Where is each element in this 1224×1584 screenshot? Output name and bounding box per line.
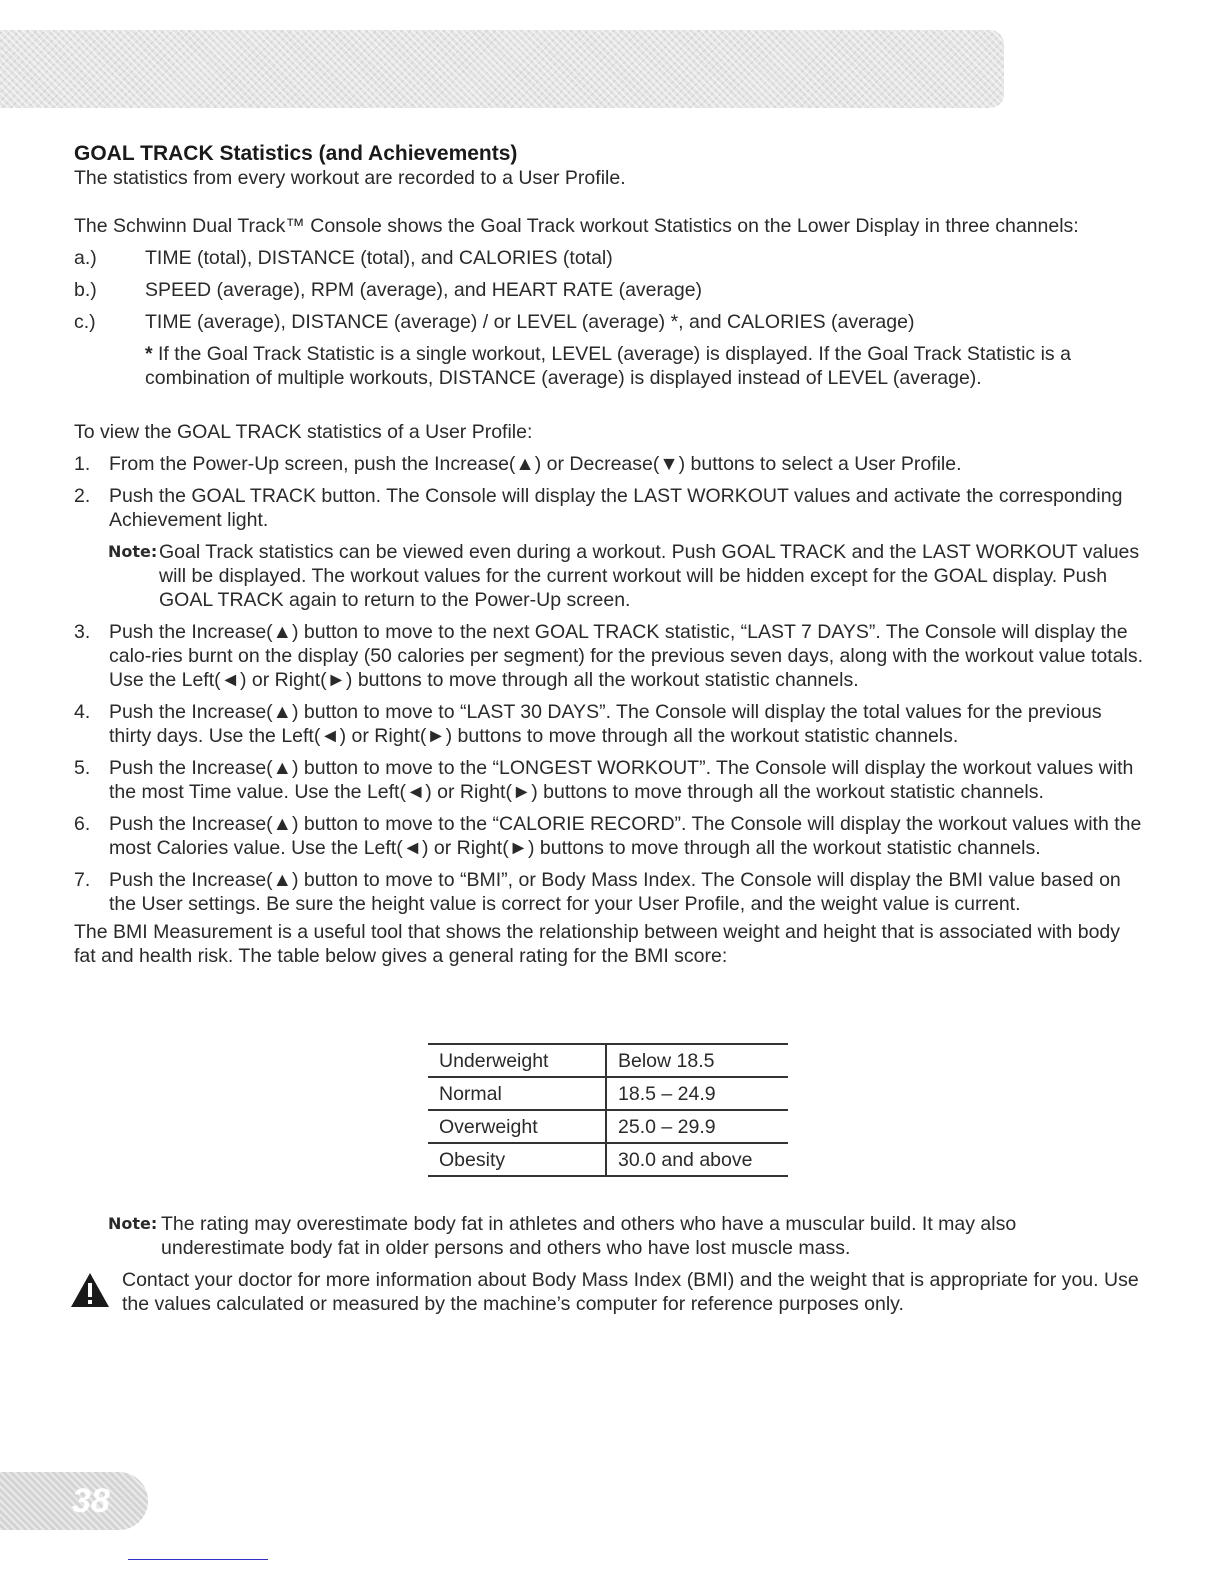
page-number: 38 [72, 1482, 110, 1520]
note-text: Goal Track statistics can be viewed even during a workout. Push GOAL TRACK and the LAST WORKOUT values will be displayed. The workout values for the current workout will be hidden except for the GOAL display. Push GOAL TRACK again to return to the Power-Up screen. [159, 541, 1140, 611]
footer-rule [128, 1559, 268, 1560]
step-item [74, 700, 1144, 748]
section-title: GOAL TRACK Statistics (and Achievements) [74, 142, 518, 165]
bmi-score: 30.0 and above [606, 1143, 788, 1176]
step-text: Push the Increase(▲) button to move to the next GOAL TRACK statistic, “LAST 7 DAYS”. The Console will display the calo-ries burnt on the display (50 calories per segment) for the previous seven days, along with the workout value totals. Use the Left(◄) or Right(►) buttons to move through all the workout statistic channels. [109, 621, 1144, 691]
step-number: 1. [74, 453, 91, 475]
step-text: Push the GOAL TRACK button. The Console will display the LAST WORKOUT values and activate the corresponding Achievement light. [109, 485, 1123, 531]
bmi-score: 25.0 – 29.9 [606, 1110, 788, 1143]
channel-item [74, 278, 1144, 302]
step-number: 2. [74, 485, 91, 507]
bmi-rating: Normal [428, 1077, 606, 1110]
bmi-rating: Obesity [428, 1143, 606, 1176]
bmi-paragraph: The BMI Measurement is a useful tool that shows the relationship between weight and height that is associated with body fat and health risk. The table below gives a general rating for the BMI score: [74, 921, 1121, 967]
table-row [428, 1044, 788, 1077]
bmi-score: Below 18.5 [606, 1044, 788, 1077]
step-item [74, 620, 1144, 692]
note-label: Note: [108, 1214, 158, 1233]
main-content [74, 142, 1144, 968]
step-item [74, 868, 1144, 916]
view-intro: To view the GOAL TRACK statistics of a User Profile: [74, 421, 533, 443]
step-text: From the Power-Up screen, push the Increase(▲) or Decrease(▼) buttons to select a User Profile. [109, 453, 962, 475]
bmi-rating: Overweight [428, 1110, 606, 1143]
step-number: 4. [74, 701, 91, 723]
step-item [74, 756, 1144, 804]
step-text: Push the Increase(▲) button to move to “LAST 30 DAYS”. The Console will display the total values for the previous thirty days. Use the Left(◄) or Right(►) buttons to move through all the workout statistic channels. [109, 701, 1102, 747]
channel-item [74, 246, 1144, 270]
note-label: Note: [108, 542, 158, 561]
step-item [74, 484, 1144, 532]
channels-intro: The Schwinn Dual Track™ Console shows the Goal Track workout Statistics on the Lower Display in three channels: [74, 215, 1079, 237]
step-item [74, 452, 1144, 476]
step-number: 6. [74, 813, 91, 835]
step-note [108, 540, 1144, 612]
channel-label: c.) [74, 311, 96, 333]
step-text: Push the Increase(▲) button to move to “BMI”, or Body Mass Index. The Console will display the BMI value based on the User settings. Be sure the height value is correct for your User Profile, and the weight value is current. [109, 869, 1121, 915]
bmi-note [108, 1212, 1138, 1260]
channels-list [74, 246, 1144, 390]
footnote-star: * [145, 343, 153, 365]
bmi-rating: Underweight [428, 1044, 606, 1077]
channel-text: SPEED (average), RPM (average), and HEART RATE (average) [145, 279, 703, 301]
table-row [428, 1143, 788, 1176]
warning-triangle-icon [70, 1268, 122, 1316]
step-number: 5. [74, 757, 91, 779]
channel-label: a.) [74, 247, 97, 269]
footnote-text: If the Goal Track Statistic is a single workout, LEVEL (average) is displayed. If the Goal Track Statistic is a combination of multiple workouts, DISTANCE (average) is displayed instead of LEVEL (average). [145, 343, 1071, 389]
bmi-table [428, 1043, 788, 1177]
steps-list [74, 452, 1144, 916]
table-row [428, 1110, 788, 1143]
channel-text: TIME (total), DISTANCE (total), and CALORIES (total) [145, 247, 613, 269]
warning-block [70, 1268, 1140, 1316]
channel-text: TIME (average), DISTANCE (average) / or LEVEL (average) *, and CALORIES (average) [145, 311, 915, 333]
note-text: The rating may overestimate body fat in athletes and others who have a muscular build. It may also underestimate body fat in older persons and others who have lost muscle mass. [161, 1213, 1017, 1259]
table-row [428, 1077, 788, 1110]
warning-text: Contact your doctor for more information about Body Mass Index (BMI) and the weight that is appropriate for you. Use the values calculated or measured by the machine’s computer for reference purposes only. [122, 1269, 1139, 1315]
step-item [74, 812, 1144, 860]
step-text: Push the Increase(▲) button to move to the “CALORIE RECORD”. The Console will display the workout values with the most Calories value. Use the Left(◄) or Right(►) buttons to move through all the workout statistic channels. [109, 813, 1142, 859]
intro-paragraph: The statistics from every workout are recorded to a User Profile. [74, 167, 626, 189]
step-number: 7. [74, 869, 91, 891]
footnote [145, 342, 1144, 390]
step-number: 3. [74, 621, 91, 643]
step-text: Push the Increase(▲) button to move to the “LONGEST WORKOUT”. The Console will display the workout values with the most Time value. Use the Left(◄) or Right(►) buttons to move through all the workout statistic channels. [109, 757, 1134, 803]
header-band [0, 30, 1004, 108]
page-number-tab [0, 1472, 148, 1530]
channel-item [74, 310, 1144, 334]
channel-label: b.) [74, 279, 97, 301]
bmi-score: 18.5 – 24.9 [606, 1077, 788, 1110]
